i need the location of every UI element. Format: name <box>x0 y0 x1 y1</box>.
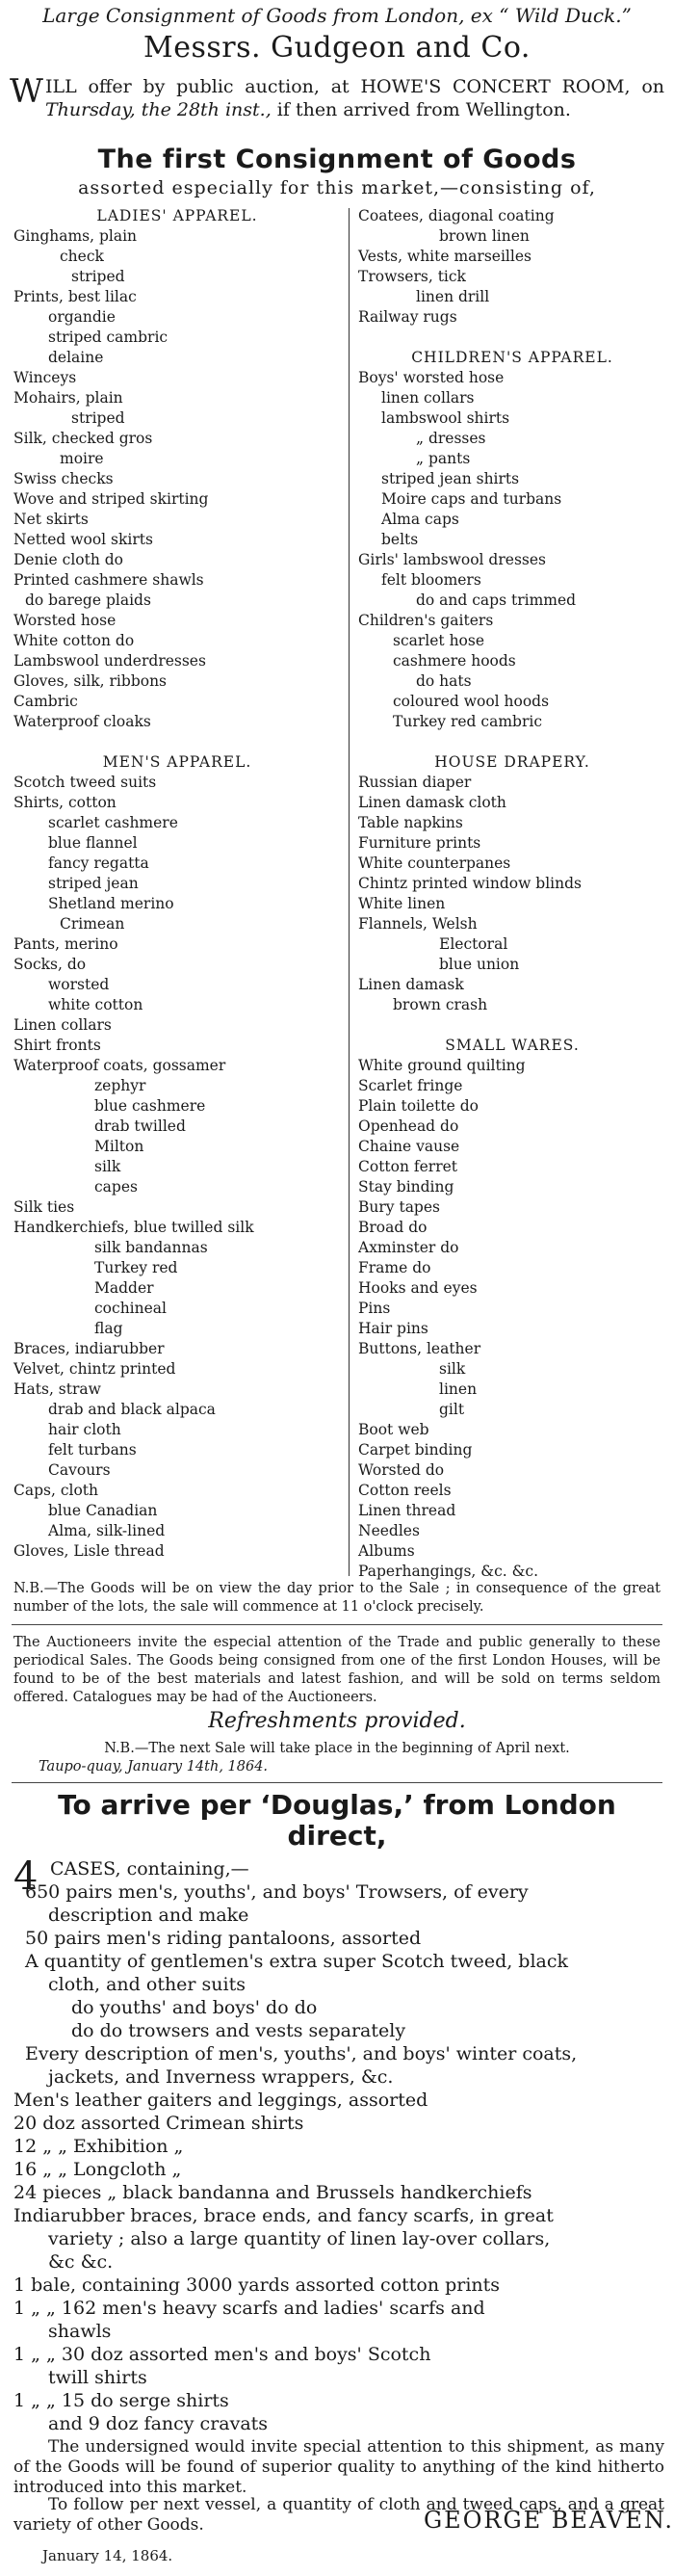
goods-item: hair cloth <box>48 1421 121 1438</box>
goods-item: felt bloomers <box>381 571 481 589</box>
goods-item: Linen thread <box>358 1502 456 1519</box>
goods-item: brown linen <box>439 227 530 245</box>
goods-item: Frame do <box>358 1259 431 1276</box>
goods-item: check <box>60 248 104 265</box>
goods-item: brown crash <box>393 996 488 1013</box>
goods-item: White cotton do <box>13 632 135 649</box>
goods-item: Alma caps <box>381 511 459 528</box>
goods-item: organdie <box>48 308 116 326</box>
header-consignment-line: Large Consignment of Goods from London, ex “ Wild Duck.” <box>42 4 632 27</box>
goods-item: drab and black alpaca <box>48 1401 216 1418</box>
goods-item: Electoral <box>439 935 508 953</box>
signature: GEORGE BEAVEN. <box>424 2507 674 2534</box>
goods-item: Moire caps and turbans <box>381 490 562 508</box>
goods-item: worsted <box>48 976 110 993</box>
goods-item: Gloves, silk, ribbons <box>13 672 168 690</box>
goods-item: scarlet cashmere <box>48 814 178 831</box>
goods-item: Chintz printed window blinds <box>358 875 582 892</box>
goods-item: striped <box>71 409 125 427</box>
arrival-line: 1 „ „ 162 men's heavy scarfs and ladies' scarfs and <box>13 2298 485 2319</box>
arrival-line: shawls <box>48 2321 112 2342</box>
goods-item: silk <box>439 1360 466 1378</box>
arrival-line: variety ; also a large quantity of linen lay-over collars, <box>48 2228 551 2249</box>
goods-item: Alma, silk-lined <box>48 1522 166 1539</box>
intro-text-d: Wellington. <box>465 99 571 120</box>
arrival-title <box>0 1790 674 1852</box>
arrival-line: 20 doz assorted Crimean shirts <box>13 2113 304 2134</box>
goods-item: Milton <box>94 1138 144 1155</box>
goods-item: Vests, white marseilles <box>358 248 531 265</box>
section-heading: SMALL WARES. <box>445 1037 580 1054</box>
arrival-title-line1: To arrive per ‘Douglas,’ from London <box>58 1789 616 1821</box>
intro-text-b: ROOM, on <box>561 76 664 97</box>
goods-item: Silk, checked gros <box>13 430 153 447</box>
goods-item: Cotton reels <box>358 1482 452 1499</box>
goods-item: Denie cloth do <box>13 551 124 568</box>
goods-item: Albums <box>358 1542 415 1560</box>
goods-item: linen drill <box>416 288 490 305</box>
goods-item: silk bandannas <box>94 1239 208 1256</box>
goods-item: blue flannel <box>48 834 138 852</box>
arrival-line: do youths' and boys' do do <box>71 1997 318 2018</box>
goods-item: striped jean shirts <box>381 470 520 487</box>
goods-item: Worsted do <box>358 1461 445 1479</box>
arrival-line: twill shirts <box>48 2367 147 2388</box>
goods-item: Handkerchiefs, blue twilled silk <box>13 1219 254 1236</box>
arrival-line: Indiarubber braces, brace ends, and fancy scarfs, in great <box>13 2205 554 2226</box>
goods-item: Braces, indiarubber <box>13 1340 165 1357</box>
arrival-line: do do trowsers and vests separately <box>71 2020 406 2041</box>
goods-item: blue Canadian <box>48 1502 158 1519</box>
goods-item: Scotch tweed suits <box>13 774 157 791</box>
section-heading: HOUSE DRAPERY. <box>434 753 590 771</box>
goods-item: White linen <box>358 895 446 912</box>
goods-item: do and caps trimmed <box>416 591 577 609</box>
goods-item: Pins <box>358 1300 391 1317</box>
goods-item: White counterpanes <box>358 854 511 872</box>
goods-item: white cotton <box>48 996 143 1013</box>
arrival-line: 24 pieces „ black bandanna and Brussels handkerchiefs <box>13 2182 532 2203</box>
goods-item: Boys' worsted hose <box>358 369 505 386</box>
goods-item: Linen damask cloth <box>358 794 506 811</box>
arrival-line: Men's leather gaiters and leggings, assorted <box>13 2090 428 2111</box>
goods-item: Girls' lambswool dresses <box>358 551 546 568</box>
goods-item: Net skirts <box>13 511 89 528</box>
goods-item: Coatees, diagonal coating <box>358 207 555 224</box>
goods-item: Hooks and eyes <box>358 1279 478 1297</box>
goods-item: cochineal <box>94 1300 167 1317</box>
goods-item: do barege plaids <box>25 591 151 609</box>
goods-item: Linen collars <box>13 1016 112 1034</box>
goods-item: White ground quilting <box>358 1057 526 1074</box>
goods-item: Plain toilette do <box>358 1097 479 1115</box>
goods-item: Stay binding <box>358 1178 454 1196</box>
taupo-quay-dateline: Taupo-quay, January 14th, 1864. <box>39 1759 269 1774</box>
goods-item: Prints, best lilac <box>13 288 137 305</box>
goods-item: belts <box>381 531 419 548</box>
goods-item: Scarlet fringe <box>358 1077 463 1094</box>
consignment-subtitle: assorted especially for this market,—consisting of, <box>78 177 596 198</box>
arrival-list <box>13 1854 664 2435</box>
nb-view-notice: N.B.—The Goods will be on view the day prior to the Sale ; in consequence of the great number of the lots, the sale will commence at 11 o'clock precisely. <box>13 1581 661 1615</box>
arrival-line: 1 „ „ 30 doz assorted men's and boys' Scotch <box>13 2344 431 2365</box>
arrival-line: &c &c. <box>48 2251 114 2273</box>
goods-item: Lambswool underdresses <box>13 652 206 670</box>
arrival-line: cloth, and other suits <box>48 1974 246 1995</box>
goods-item: felt turbans <box>48 1441 137 1459</box>
goods-item: cashmere hoods <box>393 652 516 670</box>
goods-item: Table napkins <box>358 814 463 831</box>
arrival-line: 650 pairs men's, youths', and boys' Trowsers, of every <box>25 1881 529 1903</box>
goods-item: capes <box>94 1178 138 1196</box>
goods-item: Madder <box>94 1279 154 1297</box>
goods-item: Broad do <box>358 1219 428 1236</box>
goods-item: striped cambric <box>48 329 168 346</box>
goods-item: Shetland merino <box>48 895 174 912</box>
arrival-line: 16 „ „ Longcloth „ <box>13 2159 182 2180</box>
goods-item: Carpet binding <box>358 1441 473 1459</box>
goods-item: do hats <box>416 672 472 690</box>
goods-item: Paperhangings, &c. &c. <box>358 1563 539 1580</box>
goods-item: Hats, straw <box>13 1380 101 1398</box>
goods-item: linen <box>439 1380 478 1398</box>
goods-item: moire <box>60 450 104 467</box>
goods-item: Turkey red cambric <box>393 713 542 730</box>
consignment-title: The first Consignment of Goods <box>97 145 577 174</box>
goods-item: fancy regatta <box>48 854 149 872</box>
header-auctioneers-name: Messrs. Gudgeon and Co. <box>143 31 531 65</box>
section-heading: LADIES' APPAREL. <box>96 207 258 224</box>
goods-item: Crimean <box>60 915 125 933</box>
section-heading: MEN'S APPAREL. <box>102 753 252 771</box>
goods-item: Wove and striped skirting <box>13 490 209 508</box>
goods-item: gilt <box>439 1401 465 1418</box>
closing-date: January 14, 1864. <box>42 2547 173 2564</box>
arrival-dropcap: 4 <box>13 1854 39 1899</box>
intro-date: Thursday, the 28th inst., <box>44 99 272 120</box>
goods-item: Waterproof coats, gossamer <box>13 1057 226 1074</box>
goods-item: Russian diaper <box>358 774 472 791</box>
goods-item: Hair pins <box>358 1320 428 1337</box>
goods-item: Children's gaiters <box>358 612 494 629</box>
goods-item: Needles <box>358 1522 420 1539</box>
goods-item: Openhead do <box>358 1117 459 1135</box>
arrival-line: CASES, containing,— <box>50 1858 249 1879</box>
goods-item: Shirts, cotton <box>13 794 117 811</box>
goods-item: Linen damask <box>358 976 464 993</box>
goods-item: coloured wool hoods <box>393 693 550 710</box>
goods-item: Axminster do <box>358 1239 459 1256</box>
goods-item: Cavours <box>48 1461 111 1479</box>
goods-item: silk <box>94 1158 121 1175</box>
goods-item: „ pants <box>416 450 471 467</box>
goods-item: Winceys <box>13 369 77 386</box>
goods-item: Netted wool skirts <box>13 531 153 548</box>
intro-text-c: if then arrived from <box>276 99 460 120</box>
goods-item: striped <box>71 268 125 285</box>
nb-next-sale: N.B.—The next Sale will take place in the beginning of April next. <box>104 1741 570 1756</box>
goods-item: striped jean <box>48 875 139 892</box>
goods-item: Mohairs, plain <box>13 389 123 407</box>
goods-item: Trowsers, tick <box>358 268 466 285</box>
goods-item: zephyr <box>94 1077 146 1094</box>
goods-item: Caps, cloth <box>13 1482 99 1499</box>
refreshments-line: Refreshments provided. <box>208 1709 466 1733</box>
arrival-line: 1 bale, containing 3000 yards assorted cotton prints <box>13 2274 501 2296</box>
goods-item: Flannels, Welsh <box>358 915 478 933</box>
goods-item: blue cashmere <box>94 1097 206 1115</box>
divider-rule-2 <box>12 1782 662 1783</box>
arrival-line: Every description of men's, youths', and boys' winter coats, <box>25 2043 578 2064</box>
arrival-line: and 9 doz fancy cravats <box>48 2413 269 2434</box>
arrival-line: 12 „ „ Exhibition „ <box>13 2136 184 2157</box>
goods-item: Shirt fronts <box>13 1037 101 1054</box>
intro-text-a: ILL offer by public auction, at HOWE'S CONCERT <box>44 76 551 97</box>
goods-item: scarlet hose <box>393 632 485 649</box>
goods-item: Chaine vause <box>358 1138 460 1155</box>
arrival-line: jackets, and Inverness wrappers, &c. <box>48 2066 394 2088</box>
goods-item: Furniture prints <box>358 834 481 852</box>
goods-item: Buttons, leather <box>358 1340 481 1357</box>
goods-item: Turkey red <box>94 1259 178 1276</box>
closing-paragraph-2: To follow per next vessel, a quantity of cloth and tweed caps, and a great variety of other Goods. <box>13 2495 664 2535</box>
goods-item: Ginghams, plain <box>13 227 138 245</box>
goods-item: delaine <box>48 349 104 366</box>
goods-item: Cotton ferret <box>358 1158 458 1175</box>
goods-item: Printed cashmere shawls <box>13 571 204 589</box>
goods-item: Silk ties <box>13 1198 75 1216</box>
intro-dropcap: W <box>10 72 43 111</box>
goods-item: Worsted hose <box>13 612 117 629</box>
goods-item: Swiss checks <box>13 470 114 487</box>
section-heading: CHILDREN'S APPAREL. <box>411 349 613 366</box>
goods-item: Railway rugs <box>358 308 457 326</box>
goods-item: linen collars <box>381 389 475 407</box>
goods-item: Bury tapes <box>358 1198 440 1216</box>
closing-paragraph-1: The undersigned would invite special attention to this shipment, as many of the Goods will be found of superior quality to anything of the kind hitherto introduced into this market. <box>13 2437 664 2497</box>
goods-item: Gloves, Lisle thread <box>13 1542 165 1560</box>
goods-item: Pants, merino <box>13 935 118 953</box>
arrival-title-line2: direct, <box>287 1820 387 1852</box>
arrival-line: 50 pairs men's riding pantaloons, assorted <box>25 1928 422 1949</box>
goods-item: lambswool shirts <box>381 409 510 427</box>
goods-item: blue union <box>439 956 520 973</box>
goods-item: Cambric <box>13 693 78 710</box>
goods-item: Socks, do <box>13 956 87 973</box>
goods-item: Boot web <box>358 1421 429 1438</box>
goods-item: Velvet, chintz printed <box>13 1360 176 1378</box>
auctioneers-notice: The Auctioneers invite the especial attention of the Trade and public generally to these periodical Sales. The Goods being consigned from one of the first London Houses, will be found to be of the best materials and latest fashion, and will be sold on terms seldom offered. Catalogues may be had of the Auctioneers. <box>13 1635 661 1705</box>
arrival-line: A quantity of gentlemen's extra super Scotch tweed, black <box>25 1951 569 1972</box>
arrival-line: 1 „ „ 15 do serge shirts <box>13 2390 229 2411</box>
goods-item: „ dresses <box>416 430 486 447</box>
arrival-line: description and make <box>48 1905 249 1926</box>
goods-item: flag <box>94 1320 123 1337</box>
goods-item: Waterproof cloaks <box>13 713 151 730</box>
goods-item: drab twilled <box>94 1117 186 1135</box>
